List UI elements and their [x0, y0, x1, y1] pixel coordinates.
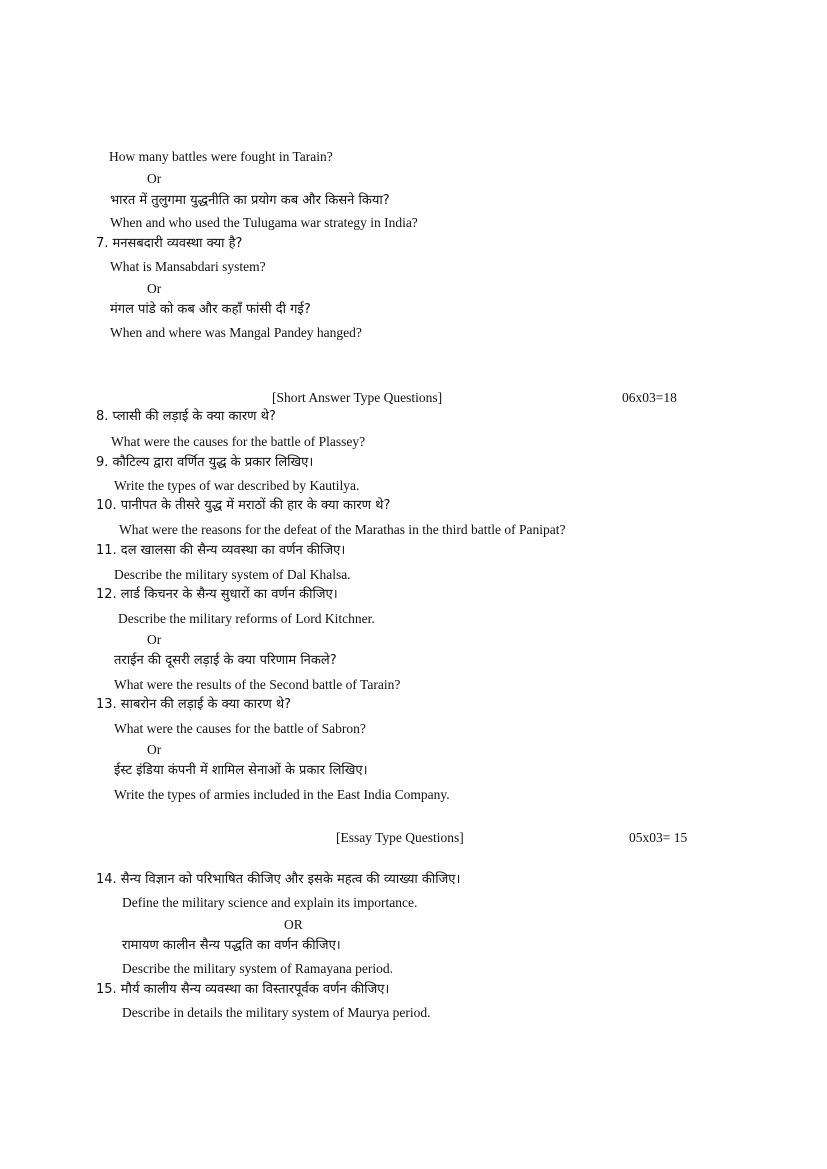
question-8-hi: 8. प्लासी की लड़ाई के क्या कारण थे?: [96, 409, 276, 424]
or-separator: Or: [147, 632, 162, 647]
question-11-hi: 11. दल खालसा की सैन्य व्यवस्था का वर्णन कीजिए।: [96, 543, 346, 558]
question-13-alt-en: Write the types of armies included in the East India Company.: [114, 787, 450, 802]
question-tulugama-hi: भारत में तुलुगमा युद्धनीति का प्रयोग कब और किसने किया?: [110, 193, 390, 208]
question-7-alt-en: When and where was Mangal Pandey hanged?: [110, 325, 362, 340]
question-13-en: What were the causes for the battle of Sabron?: [114, 721, 366, 736]
or-separator: OR: [284, 917, 303, 932]
question-14-en: Define the military science and explain its importance.: [122, 895, 418, 910]
question-9-en: Write the types of war described by Kautilya.: [114, 478, 360, 493]
question-14-hi: 14. सैन्य विज्ञान को परिभाषित कीजिए और इसके महत्व की व्याख्या कीजिए।: [96, 872, 461, 887]
short-section-marks: 06x03=18: [622, 390, 677, 405]
question-14-alt-hi: रामायण कालीन सैन्य पद्धति का वर्णन कीजिए।: [122, 938, 341, 953]
question-15-hi: 15. मौर्य कालीय सैन्य व्यवस्था का विस्तारपूर्वक वर्णन कीजिए।: [96, 982, 390, 997]
or-separator: Or: [147, 281, 162, 296]
question-11-en: Describe the military system of Dal Khalsa.: [114, 567, 351, 582]
short-section-title: [Short Answer Type Questions]: [272, 390, 443, 405]
question-12-alt-hi: तराईन की दूसरी लड़ाई के क्या परिणाम निकले?: [114, 653, 337, 668]
question-12-hi: 12. लार्ड किचनर के सैन्य सुधारों का वर्णन कीजिए।: [96, 587, 338, 602]
question-13-alt-hi: ईस्ट इंडिया कंपनी में शामिल सेनाओं के प्रकार लिखिए।: [114, 763, 368, 778]
question-8-en: What were the causes for the battle of Plassey?: [111, 434, 366, 449]
question-7-hi: 7. मनसबदारी व्यवस्था क्या है?: [96, 236, 243, 251]
question-7-en: What is Mansabdari system?: [110, 259, 266, 274]
question-tulugama-en: When and who used the Tulugama war strategy in India?: [110, 215, 418, 230]
or-separator: Or: [147, 171, 162, 186]
question-7-alt-hi: मंगल पांडे को कब और कहाँ फांसी दी गई?: [110, 302, 311, 317]
question-14-alt-en: Describe the military system of Ramayana period.: [122, 961, 394, 976]
question-battles-tarain-en: How many battles were fought in Tarain?: [109, 149, 333, 164]
question-15-en: Describe in details the military system of Maurya period.: [122, 1005, 431, 1020]
question-10-en: What were the reasons for the defeat of the Marathas in the third battle of Panipat?: [119, 522, 566, 537]
question-12-en: Describe the military reforms of Lord Kitchner.: [118, 611, 375, 626]
essay-section-marks: 05x03= 15: [629, 830, 688, 845]
question-13-hi: 13. साबरोन की लड़ाई के क्या कारण थे?: [96, 697, 292, 712]
question-12-alt-en: What were the results of the Second battle of Tarain?: [114, 677, 401, 692]
or-separator: Or: [147, 742, 162, 757]
question-9-hi: 9. कौटिल्य द्वारा वर्णित युद्ध के प्रकार लिखिए।: [96, 455, 314, 470]
question-10-hi: 10. पानीपत के तीसरे युद्ध में मराठों की हार के क्या कारण थे?: [96, 498, 391, 513]
essay-section-title: [Essay Type Questions]: [336, 830, 464, 845]
